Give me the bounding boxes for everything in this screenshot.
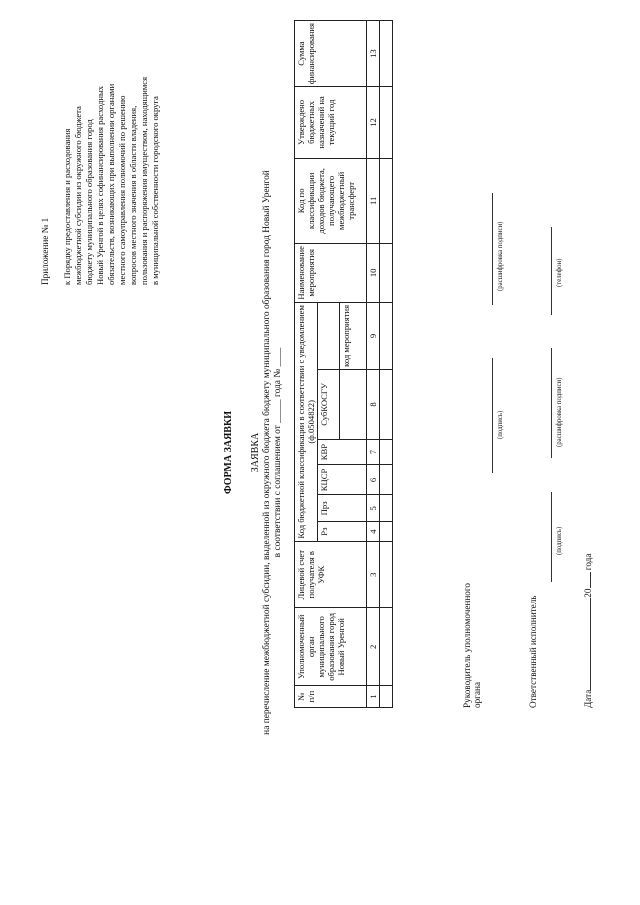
executor-phone-line xyxy=(551,227,552,315)
year-blank xyxy=(590,573,591,589)
appendix-line: местного самоуправления полномочий по решению xyxy=(117,95,127,285)
header-kvr: КВР xyxy=(318,439,367,465)
header-subkosgu: СубКОСГУ xyxy=(318,370,340,439)
header-rz: Рз xyxy=(318,522,367,542)
appendix-line: обязательств, возникающих при выполнении органами xyxy=(106,83,116,285)
header-prz: Прз xyxy=(318,495,367,522)
table-cell xyxy=(380,608,393,686)
date-blank xyxy=(590,598,591,690)
appendix-line: Новый Уренгой в целях софинансирования расходных xyxy=(95,85,105,285)
request-heading: ЗАЯВКА xyxy=(250,432,261,473)
table-cell xyxy=(380,522,393,542)
table-row-numbers xyxy=(367,21,380,708)
table-cell xyxy=(380,439,393,465)
table-cell xyxy=(380,370,393,439)
table-cell xyxy=(380,302,393,370)
request-table xyxy=(294,20,393,708)
table-cell: 12 xyxy=(367,87,380,158)
table-cell xyxy=(380,495,393,522)
executor-signature-line xyxy=(551,492,552,582)
header-kcsr: КЦСР xyxy=(318,465,367,495)
header-organ: Уполномоченный орган муниципального образования город Новый Уренгой xyxy=(295,608,367,686)
executor-phone-caption: (телефон) xyxy=(556,258,563,287)
date-year-prefix: 20 xyxy=(583,588,593,598)
table-cell: 7 xyxy=(367,439,380,465)
date-line xyxy=(583,554,593,708)
header-code-group: Код бюджетной классификации в соответствии с уведомлением (ф.0504822) xyxy=(295,302,318,541)
appendix-line: бюджету муниципального образования город xyxy=(84,119,94,285)
header-account: Лицевой счет получателя в УФК xyxy=(295,542,367,608)
head-label xyxy=(462,583,482,708)
table-cell: 2 xyxy=(367,608,380,686)
appendix-block xyxy=(40,15,161,285)
header-subkosgu-empty xyxy=(340,370,367,439)
table-cell: 11 xyxy=(367,158,380,243)
appendix-line: в муниципальной собственности городского округа xyxy=(150,96,160,285)
agreement-reference: в соответствии с соглашением от _____ года № ____ xyxy=(273,347,283,558)
executor-label: Ответственный исполнитель xyxy=(528,595,538,708)
head-name-line xyxy=(492,193,493,305)
header-sum: Сумма финансирования xyxy=(295,21,367,87)
table-cell: 1 xyxy=(367,686,380,708)
table-cell: 6 xyxy=(367,465,380,495)
executor-podpis-caption: (подпись) xyxy=(556,526,563,555)
table-row-empty xyxy=(380,21,393,708)
head-rasshifrovka-caption: (расшифровка подписи) xyxy=(497,221,504,291)
head-podpis-caption: (подпись) xyxy=(497,410,504,439)
head-label-line1: Руководитель уполномоченного xyxy=(462,583,472,708)
table-cell xyxy=(380,244,393,303)
appendix-number: Приложение № 1 xyxy=(40,217,50,285)
header-event-code: код мероприятия xyxy=(340,302,367,370)
table-cell: 5 xyxy=(367,495,380,522)
header-no: № п/п xyxy=(295,686,367,708)
head-label-line2: органа xyxy=(472,681,482,708)
executor-name-line xyxy=(551,348,552,458)
appendix-line: вопросов местного значения в области владения, xyxy=(128,105,138,285)
header-event-name: Наименование мероприятия xyxy=(295,244,367,303)
table-cell: 13 xyxy=(367,21,380,87)
executor-rasshifrovka-caption: (расшифровка подписи) xyxy=(556,377,563,447)
table-cell: 9 xyxy=(367,302,380,370)
appendix-line: пользования и распоряжения имуществом, находящимся xyxy=(139,76,149,285)
table-cell xyxy=(380,21,393,87)
table-cell: 4 xyxy=(367,522,380,542)
head-signature-line xyxy=(492,358,493,473)
table-cell xyxy=(380,686,393,708)
table-cell xyxy=(380,465,393,495)
date-label: Дата xyxy=(583,689,593,708)
header-income-code: Код по классификации доходов бюджета, получающего межбюджетный трансферт xyxy=(295,158,367,243)
table-cell: 3 xyxy=(367,542,380,608)
appendix-line: к Порядку предоставления и расходования xyxy=(62,128,72,285)
date-year-suffix: года xyxy=(583,553,593,571)
table-header-row xyxy=(295,21,318,708)
table-cell: 10 xyxy=(367,244,380,303)
request-description: на перечисление межбюджетной субсидии, выделенной из окружного бюджета бюджету муниципального образования город Новый Уренгой xyxy=(262,170,272,735)
header-event-code-spacer xyxy=(318,302,340,370)
header-approved: Утверждено бюджетных назначений на текущий год xyxy=(295,87,367,158)
appendix-line: межбюджетной субсидии из окружного бюджета xyxy=(73,106,83,285)
form-title: ФОРМА ЗАЯВКИ xyxy=(223,411,234,494)
table-cell: 8 xyxy=(367,370,380,439)
table-cell xyxy=(380,542,393,608)
table-cell xyxy=(380,158,393,243)
table-cell xyxy=(380,87,393,158)
